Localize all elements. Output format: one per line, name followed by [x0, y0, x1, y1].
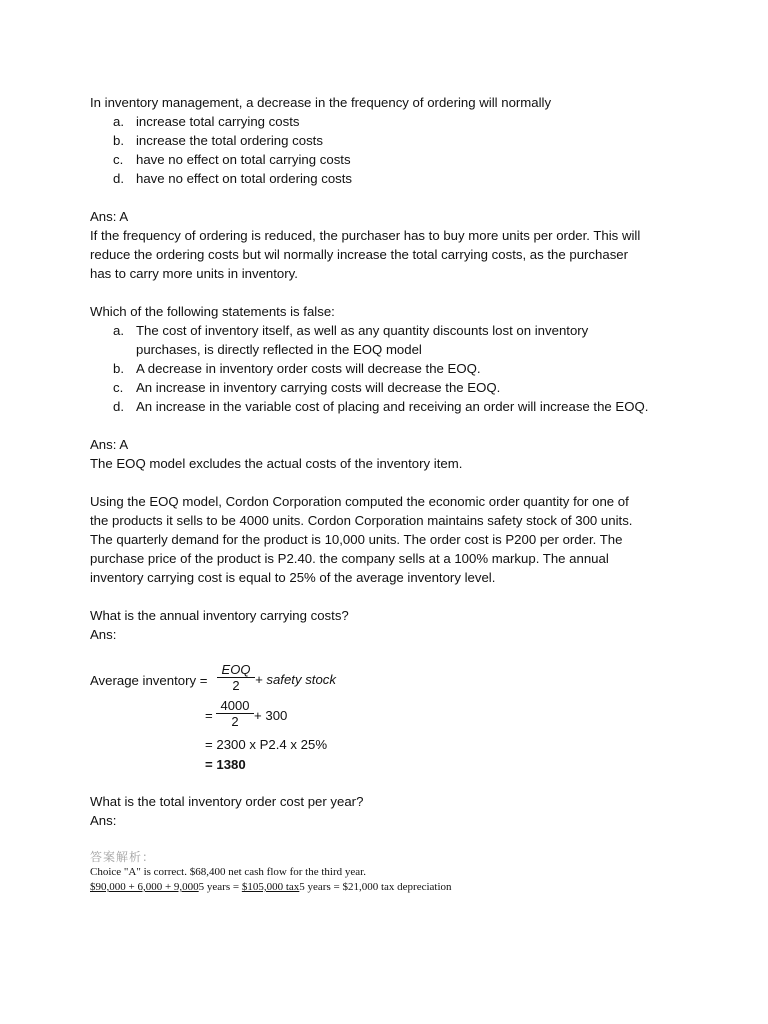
- calc-line-3-part2: P2.4 x 25%: [259, 737, 328, 752]
- q1-option-c: have no effect on total carrying costs: [136, 152, 351, 167]
- footer-underlined-sum: $90,000 + 6,000 + 9,000: [90, 881, 199, 893]
- average-inventory-label: Average inventory =: [90, 673, 208, 688]
- q1-explanation-line: reduce the ordering costs but wil normally increase the total carrying costs, as the purchaser: [90, 247, 629, 262]
- q2-option-a: The cost of inventory itself, as well as any quantity discounts lost on inventory: [136, 323, 589, 338]
- q2-option-d: An increase in the variable cost of placing and receiving an order will increase the EOQ.: [136, 399, 649, 414]
- equals-sign: =: [205, 708, 213, 723]
- plus-safety-stock: + safety stock: [255, 672, 336, 687]
- calc-line-4-result: = 1380: [205, 757, 246, 772]
- q1-explanation-line: has to carry more units in inventory.: [90, 266, 298, 281]
- q3-sub-question-2: What is the total inventory order cost per year?: [90, 794, 364, 809]
- footer-line-1: Choice "A" is correct. $68,400 net cash flow for the third year.: [90, 866, 366, 878]
- footer-text-2: 5 years = $21,000 tax depreciation: [299, 881, 452, 893]
- q1-option-c-letter: c.: [113, 152, 124, 167]
- q2-answer: Ans: A: [90, 437, 129, 452]
- footer-underlined-tax: $105,000 tax: [241, 881, 300, 893]
- q1-option-b-letter: b.: [113, 133, 124, 148]
- eoq-over-2-fraction: [217, 662, 255, 693]
- fraction-denominator: 2: [231, 714, 239, 729]
- q1-question: In inventory management, a decrease in the frequency of ordering will normally: [90, 95, 552, 110]
- q1-option-b: increase the total ordering costs: [136, 133, 323, 148]
- q3-stem-line: The quarterly demand for the product is 10,000 units. The order cost is P200 per order. The: [90, 532, 623, 547]
- q2-option-c: An increase in inventory carrying costs will decrease the EOQ.: [136, 380, 501, 395]
- fraction-numerator: 4000: [216, 698, 254, 714]
- q2-option-a-letter: a.: [113, 323, 124, 338]
- q1-explanation-line: If the frequency of ordering is reduced, the purchaser has to buy more units per order. This will: [90, 228, 641, 243]
- answer-analysis-label: 答案解析：: [90, 850, 156, 864]
- q3-stem-line: Using the EOQ model, Cordon Corporation computed the economic order quantity for one of: [90, 494, 629, 509]
- q3-stem-line: the products it sells to be 4000 units. Cordon Corporation maintains safety stock of 300 units.: [90, 513, 633, 528]
- q2-option-c-letter: c.: [113, 380, 124, 395]
- q2-option-b: A decrease in inventory order costs will decrease the EOQ.: [136, 361, 481, 376]
- 4000-over-2-fraction: [216, 698, 254, 729]
- q1-option-d: have no effect on total ordering costs: [136, 171, 353, 186]
- footer-line-2: [90, 880, 452, 894]
- q1-answer: Ans: A: [90, 209, 129, 224]
- q2-question: Which of the following statements is false:: [90, 304, 335, 319]
- q1-option-a-letter: a.: [113, 114, 124, 129]
- q3-stem-line: inventory carrying cost is equal to 25% of the average inventory level.: [90, 570, 496, 585]
- q2-option-d-letter: d.: [113, 399, 124, 414]
- q3-sub-question-1: What is the annual inventory carrying costs?: [90, 608, 349, 623]
- q2-explanation: The EOQ model excludes the actual costs of the inventory item.: [90, 456, 463, 471]
- q2-option-b-letter: b.: [113, 361, 124, 376]
- calc-line-3: [205, 735, 327, 754]
- q1-option-d-letter: d.: [113, 171, 124, 186]
- q3-answer-label-2: Ans:: [90, 813, 117, 828]
- footer-text-1: 5 years =: [198, 881, 242, 893]
- q3-answer-label-1: Ans:: [90, 627, 117, 642]
- calc-line-3-part1: = 2300 x: [205, 737, 260, 752]
- fraction-denominator: 2: [232, 678, 240, 693]
- q3-stem-line: purchase price of the product is P2.40. the company sells at a 100% markup. The annual: [90, 551, 609, 566]
- eoq-numerator: EOQ: [217, 662, 255, 678]
- plus-300: + 300: [254, 708, 288, 723]
- q2-option-a-cont: purchases, is directly reflected in the EOQ model: [136, 342, 422, 357]
- q1-option-a: increase total carrying costs: [136, 114, 300, 129]
